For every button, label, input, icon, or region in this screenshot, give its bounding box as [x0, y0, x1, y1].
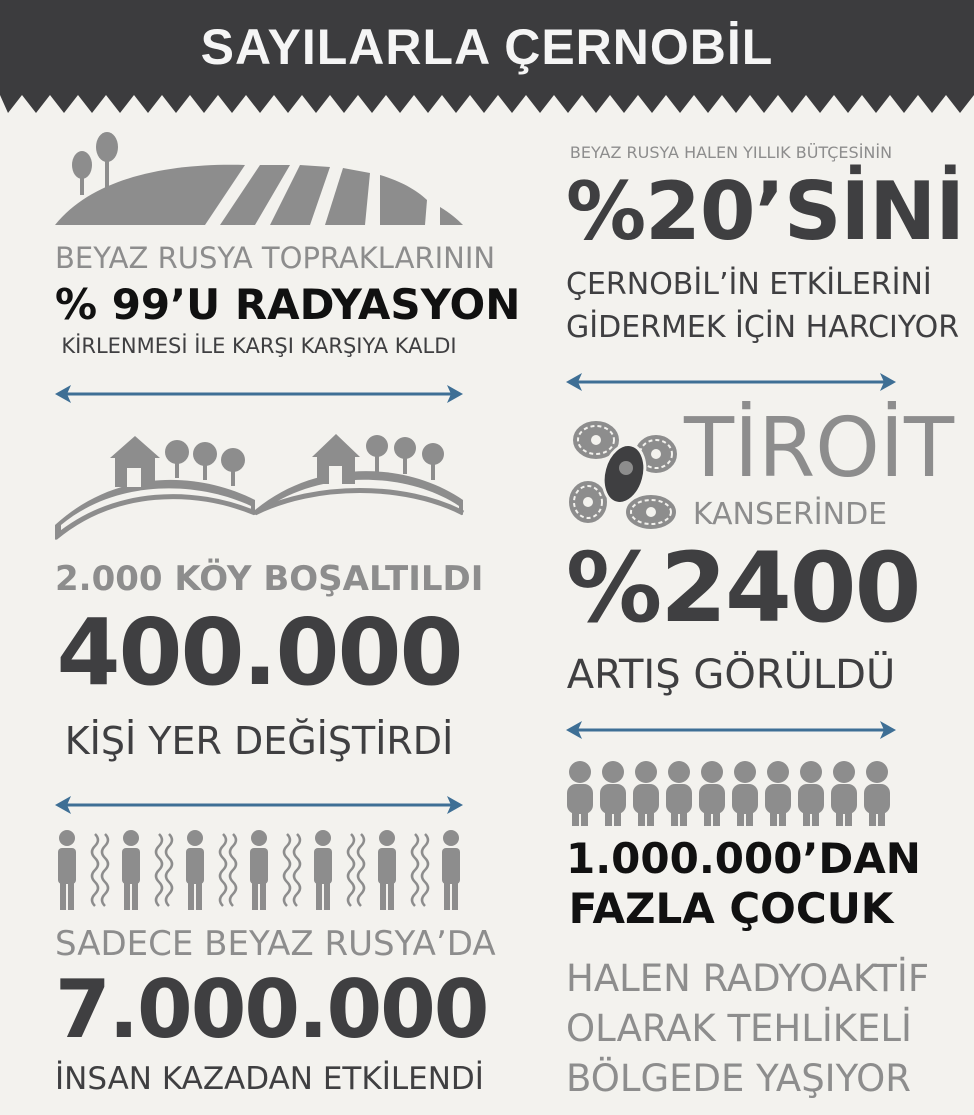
- left-block2-line2: 400.000: [56, 599, 462, 706]
- left-block2-line1: 2.000 KÖY BOŞALTILDI: [55, 559, 484, 599]
- left-block1-line1: BEYAZ RUSYA TOPRAKLARININ: [55, 241, 496, 275]
- left-block3-line1: SADECE BEYAZ RUSYA’DA: [55, 924, 496, 964]
- thyroid-cells-icon: [566, 412, 681, 534]
- right-block1-line4: GİDERMEK İÇİN HARCIYOR: [566, 310, 960, 345]
- right-block1-line3: ÇERNOBİL’İN ETKİLERİNİ: [566, 267, 932, 302]
- children-group-icon: [566, 760, 896, 828]
- people-radiation-icon: [55, 828, 465, 916]
- header-banner: [0, 0, 974, 120]
- divider-arrow: [566, 371, 896, 393]
- left-block3-line3: İNSAN KAZADAN ETKİLENDİ: [55, 1061, 484, 1097]
- divider-arrow: [55, 383, 463, 405]
- left-block1-line3: KİRLENMESİ İLE KARŞI KARŞIYA KALDI: [61, 334, 457, 358]
- right-block2-line4: ARTIŞ GÖRÜLDÜ: [566, 652, 896, 698]
- right-block1-line1: BEYAZ RUSYA HALEN YILLIK BÜTÇESİNİN: [569, 143, 893, 162]
- divider-arrow: [55, 794, 463, 816]
- page-title: SAYILARLA ÇERNOBİL: [200, 19, 774, 75]
- right-block3-line2: FAZLA ÇOCUK: [568, 884, 894, 933]
- right-block2-line3: %2400: [566, 532, 920, 644]
- right-block1-line2: %20’SİNİ: [566, 165, 964, 258]
- right-block3-line3: HALEN RADYOAKTİF: [566, 957, 930, 1000]
- left-block2-line3: KİŞİ YER DEĞİŞTİRDİ: [64, 719, 454, 763]
- right-block3-line5: BÖLGEDE YAŞIYOR: [566, 1057, 911, 1100]
- left-block1-line2: % 99’U RADYASYON: [55, 280, 521, 329]
- farm-field-icon: [55, 125, 465, 235]
- right-block2-line1: TİROİT: [684, 401, 955, 496]
- left-block3-line2: 7.000.000: [55, 963, 488, 1056]
- right-block3-line1: 1.000.000’DAN: [566, 834, 921, 883]
- village-houses-icon: [55, 430, 465, 550]
- right-block2-line2: KANSERİNDE: [692, 497, 888, 532]
- right-block3-line4: OLARAK TEHLİKELİ: [566, 1007, 912, 1050]
- divider-arrow: [566, 719, 896, 741]
